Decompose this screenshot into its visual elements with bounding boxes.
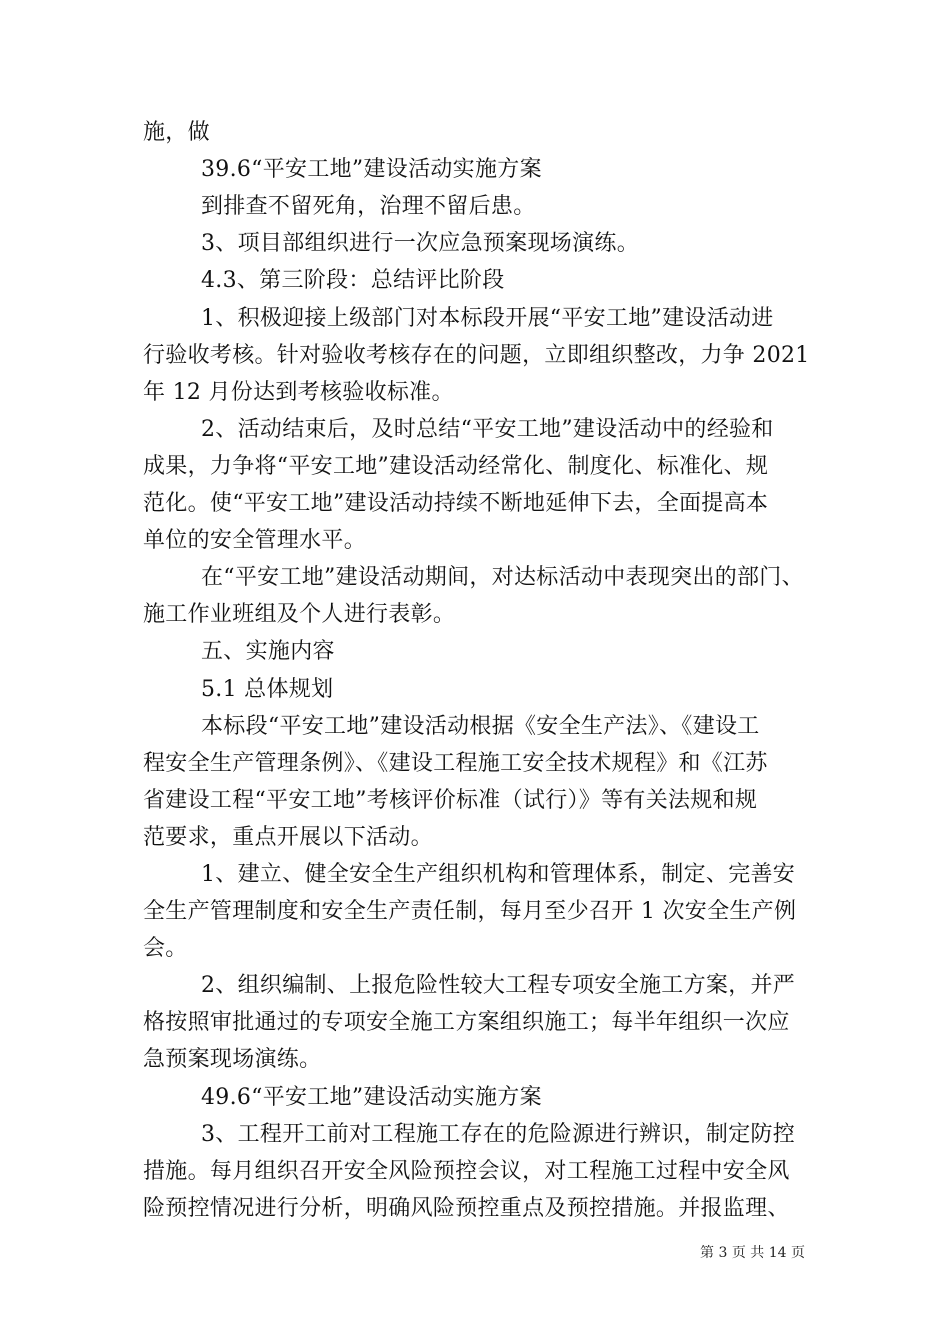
text-line: 1、积极迎接上级部门对本标段开展“平安工地”建设活动进 [201, 306, 774, 331]
text-line: 全生产管理制度和安全生产责任制，每月至少召开 1 次安全生产例 [143, 899, 797, 924]
text-line: 在“平安工地”建设活动期间，对达标活动中表现突出的部门、 [201, 565, 804, 590]
text-line: 施工作业班组及个人进行表彰。 [143, 602, 456, 627]
text-line: 2、组织编制、上报危险性较大工程专项安全施工方案，并严 [201, 973, 796, 998]
text-line: 范要求，重点开展以下活动。 [143, 825, 433, 850]
text-line: 范化。使“平安工地”建设活动持续不断地延伸下去，全面提高本 [143, 491, 769, 516]
text-line: 成果，力争将“平安工地”建设活动经常化、制度化、标准化、规 [143, 454, 769, 479]
text-line: 单位的安全管理水平。 [143, 528, 367, 553]
text-line: 险预控情况进行分析，明确风险预控重点及预控措施。并报监理、 [143, 1196, 790, 1221]
text-line: 行验收考核。针对验收考核存在的问题，立即组织整改，力争 2021 [143, 343, 810, 368]
text-line: 年 12 月份达到考核验收标准。 [143, 380, 454, 405]
page-number: 第 3 页 共 14 页 [700, 1245, 805, 1261]
text-line: 急预案现场演练。 [143, 1047, 322, 1072]
text-line: 本标段“平安工地”建设活动根据《安全生产法》、《建设工 [201, 714, 760, 739]
text-line: 39.6“平安工地”建设活动实施方案 [201, 157, 542, 182]
text-line: 5.1 总体规划 [201, 677, 334, 702]
text-line: 3、项目部组织进行一次应急预案现场演练。 [201, 231, 639, 256]
text-line: 1、建立、健全安全生产组织机构和管理体系，制定、完善安 [201, 862, 796, 887]
text-line: 格按照审批通过的专项安全施工方案组织施工；每半年组织一次应 [143, 1010, 790, 1035]
text-line: 五、实施内容 [201, 639, 335, 664]
text-line: 施，做 [143, 120, 210, 145]
text-line: 措施。每月组织召开安全风险预控会议，对工程施工过程中安全风 [143, 1159, 790, 1184]
text-line: 49.6“平安工地”建设活动实施方案 [201, 1085, 542, 1110]
text-line: 3、工程开工前对工程施工存在的危险源进行辨识，制定防控 [201, 1122, 796, 1147]
text-line: 到排查不留死角，治理不留后患。 [201, 194, 536, 219]
text-line: 程安全生产管理条例》、《建设工程施工安全技术规程》和《江苏 [143, 751, 768, 776]
text-line: 省建设工程“平安工地”考核评价标准（试行）》等有关法规和规 [143, 788, 758, 813]
text-line: 2、活动结束后，及时总结“平安工地”建设活动中的经验和 [201, 417, 774, 442]
text-line: 会。 [143, 936, 188, 961]
text-line: 4.3、第三阶段：总结评比阶段 [201, 268, 505, 293]
